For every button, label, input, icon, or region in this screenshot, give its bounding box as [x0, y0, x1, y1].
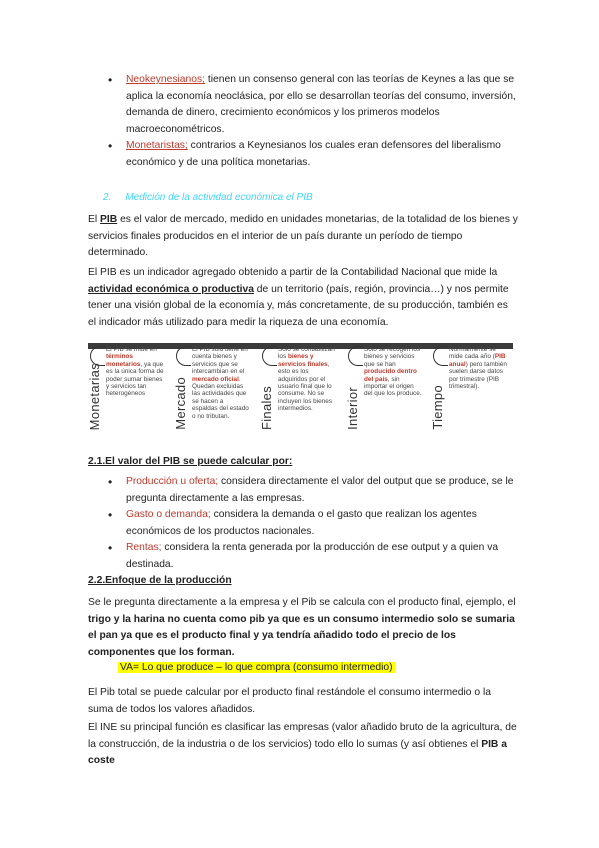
diagram-cell-finales	[260, 340, 340, 436]
highlight-text: bienes y servicios finales	[278, 353, 328, 368]
section-2-2-title: 2.2.Enfoque de la producción	[88, 575, 232, 586]
text: Sólo se contabilizan los	[278, 346, 335, 361]
cell-text	[192, 346, 250, 420]
top-bullet-list	[108, 72, 528, 171]
section-2-1-title: 2.1.El valor del PIB se puede calcular por:	[88, 456, 293, 467]
cell-label: Tiempo	[430, 385, 445, 430]
paragraph-production	[88, 595, 518, 661]
text: es el valor de mercado, medido en unidades monetarias, de la totalidad de los bienes y servicios finales producidos en el interior de un país durante un período de tiempo determinado.	[88, 214, 518, 258]
text: , esto es los adquiridos por el usuario final que lo consume. No se incluyen los bienes intermedios.	[278, 360, 332, 413]
text: El PIB sólo tiene en cuenta bienes y servicios que se intercambian en el	[192, 346, 248, 376]
paragraph-ine	[88, 720, 518, 770]
term: Monetaristas;	[126, 140, 188, 151]
bullet-neokeynesianos	[108, 72, 528, 138]
paragraph-pib-indicator	[88, 265, 518, 331]
section-title: Medición de la actividad económica el PIB	[125, 192, 313, 203]
bullet-text: contrarios a Keynesianos los cuales eran defensores del liberalismo económico y de una política monetarias.	[126, 140, 501, 168]
highlight-text: mercado oficial	[192, 375, 239, 383]
paragraph-pib-total: El Pib total se puede calcular por el producto final restándole el consumo intermedio o la suma de todos los valores añadidos.	[88, 687, 491, 715]
va-formula	[118, 660, 395, 677]
term: Gasto o demanda;	[126, 509, 211, 520]
text: El PIB se mide en	[106, 346, 157, 353]
pib-characteristics-diagram	[88, 332, 513, 442]
section-2-heading	[103, 190, 313, 207]
bracket-icon	[433, 346, 448, 366]
bullet-monetaristas	[108, 138, 528, 171]
term: Rentas;	[126, 542, 162, 553]
term: Producción u oferta;	[126, 476, 219, 487]
cell-text	[278, 346, 336, 413]
bold-term: actividad económica o productiva	[88, 283, 254, 295]
formula-text: VA= Lo que produce – lo que compra (consumo intermedio)	[120, 662, 393, 673]
cell-label: Mercado	[173, 377, 188, 430]
cell-label: Interior	[345, 387, 360, 430]
text: , sin importar el origen del que los produce.	[364, 375, 422, 398]
bullet-text: considera la renta generada por la producción de ese output y a quien va destinada.	[126, 542, 499, 570]
bracket-icon	[348, 346, 363, 366]
bracket-icon	[90, 346, 105, 366]
bullet-produccion	[108, 474, 528, 507]
cell-label: Monetarias	[87, 362, 102, 430]
bracket-icon	[176, 346, 191, 366]
text: El PIB es un indicador agregado obtenido a partir de la Contabilidad Nacional que mide la	[88, 267, 498, 278]
diagram-cell-interior	[346, 340, 426, 436]
cell-text	[364, 346, 422, 398]
text: El INE su principal función es clasificar las empresas (valor añadido bruto de la agricultura, de la construcción, de la industria o de los servicios) todo ello lo sumas (y así obtienes el	[88, 722, 517, 750]
bullet-text: considera la demanda o el gasto que realizan los agentes económicos de los productos nacionales.	[126, 509, 477, 537]
diagram-cell-monetarias	[88, 340, 168, 436]
bracket-icon	[262, 346, 277, 366]
text: Se le pregunta directamente a la empresa y el Pib se calcula con el producto final, ejemplo, el	[88, 597, 516, 608]
cell-text	[449, 346, 507, 390]
highlight-text: producido dentro del país	[364, 368, 417, 383]
paragraph-pib-definition	[88, 212, 518, 262]
bold-text: PIB a coste	[88, 738, 507, 766]
text: de un territorio (país, región, provincia…) y nos permite tener una visión global de la economía y, más concretamente, de su producción, también es el indicador más utilizado para medir la riqueza de una economía.	[88, 283, 509, 328]
cell-text	[106, 346, 164, 398]
highlight-text: términos monetarios	[106, 353, 141, 368]
text: El	[88, 214, 101, 225]
bullet-rentas	[108, 540, 528, 573]
diagram-cell-mercado	[174, 340, 254, 436]
highlight-text: PIB anual	[449, 353, 506, 368]
bold-text: trigo y la harina no cuenta como pib ya que es un consumo intermedio solo se sumaria el pan ya que es el producto final y ya tendría añadido todo el precio de los componentes que los forman.	[88, 613, 515, 658]
text: , ya que es la única forma de poder sumar bienes y servicios tan heterogéneos	[106, 360, 164, 398]
bullet-text: tienen un consenso general con las teorías de Keynes a las que se aplica la economía neoclásica, por ello se desarrollan teorías del consumo, inversión, demanda de dinero, crecimiento económicos y los primeros modelos macroeconométricos.	[126, 74, 516, 135]
text: Sólo se recogen los bienes y servicios que se han	[364, 346, 421, 368]
bullet-gasto	[108, 507, 528, 540]
section-number: 2.	[103, 192, 112, 203]
calculation-methods-list	[108, 474, 528, 573]
term: Neokeynesianos;	[126, 74, 205, 85]
cell-label: Finales	[259, 385, 274, 430]
text: Normalmente se mide cada año (	[449, 346, 496, 361]
text: . Quedan excluidas las actividades que se hacen a espaldas del estado o no tributan.	[192, 375, 249, 420]
bullet-text: considera directamente el valor del output que se produce, se le pregunta directamente a las empresas.	[126, 476, 514, 504]
pib-term: PIB	[100, 214, 118, 225]
text: ) pero también suelen darse datos por trimestre (PIB trimestral).	[449, 360, 507, 391]
diagram-cell-tiempo	[431, 340, 511, 436]
